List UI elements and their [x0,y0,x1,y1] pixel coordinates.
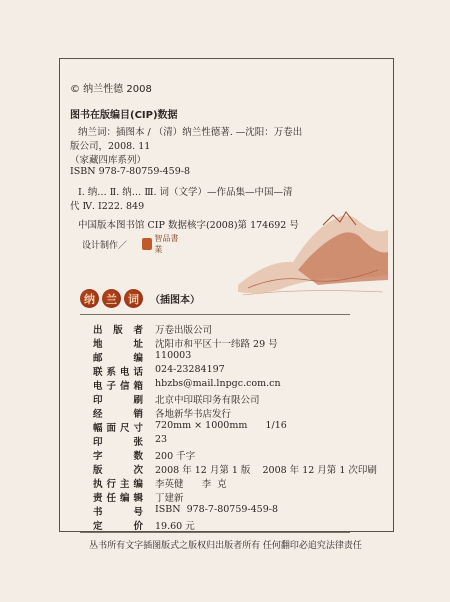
divider-top [80,314,350,315]
publication-row [93,518,195,532]
row-value: 北京中印联印务有限公司 [155,395,260,406]
row-label: 版次 [93,465,143,476]
row-value: 各地新华书店发行 [155,409,232,420]
row-value: 万卷出版公司 [155,325,213,336]
row-label: 书号 [93,507,143,518]
publication-row [93,392,260,406]
cip-line: 中国版本图书馆 CIP 数据核字(2008)第 174692 号 [78,220,299,231]
row-value: 2008 年 12 月第 1 版 2008 年 12 月第 1 次印刷 [155,465,377,476]
mountain-landscape-illustration [238,200,388,300]
publication-row [93,476,227,490]
cip-line: 版公司，2008. 11 [70,141,151,152]
logo-mark-icon [142,238,152,250]
publication-row [93,462,377,476]
row-value: 720mm × 1000mm 1/16 [155,420,287,431]
seal-character: 兰 [102,289,121,308]
publication-row [93,364,225,378]
copyright-line: © 纳兰性德 2008 [70,84,152,95]
publication-row [93,322,212,336]
cip-line: 纳兰词：插图本 / （清）纳兰性德著. —沈阳：万卷出 [78,127,303,138]
design-label: 设计制作／ [82,241,128,251]
row-label: 出版者 [93,325,143,336]
cip-line: ISBN 978-7-80759-459-8 [70,166,190,177]
title-subtitle: （插图本） [150,295,200,306]
row-label: 印张 [93,437,143,448]
publication-row [93,434,167,448]
copyright-notice: 丛书所有文字插图版式之版权归出版者所有 任何翻印必追究法律责任 [89,541,362,551]
publication-row [93,350,191,364]
design-studio-logo [142,236,182,252]
row-value: 23 [155,434,168,445]
row-value: 李英健 李 克 [155,479,227,490]
row-value: 沈阳市和平区十一纬路 29 号 [155,339,278,350]
row-label: 责任编辑 [93,493,143,504]
row-value: ISBN 978-7-80759-459-8 [155,504,279,515]
publication-row [93,490,184,504]
row-label: 邮编 [93,353,143,364]
row-label: 印刷 [93,395,143,406]
row-value: 024-23284197 [155,364,225,375]
publication-row [93,504,278,518]
publication-row [93,448,195,462]
row-value: 19.60 元 [155,521,195,532]
cip-heading: 图书在版编目(CIP)数据 [70,110,178,121]
cip-line: （家藏四库系列） [70,155,147,166]
row-value: 110003 [155,350,192,361]
row-label: 执行主编 [93,479,143,490]
seal-character: 词 [124,289,143,308]
row-label: 地址 [93,339,143,350]
logo-text: 智品書業 [154,234,179,254]
cip-line: Ⅰ. 纳… Ⅱ. 纳… Ⅲ. 词（文学）—作品集—中国—清 [78,187,293,198]
cip-line: 代 Ⅳ. I222. 849 [70,201,145,212]
row-value: 200 千字 [155,451,196,462]
row-label: 字数 [93,451,143,462]
row-value: hbzbs@mail.lnpgc.com.cn [155,378,281,389]
row-label: 经销 [93,409,143,420]
publication-row [93,378,281,392]
row-label: 联系电话 [93,367,143,378]
divider-bottom [80,532,350,533]
publication-row [93,420,287,434]
row-label: 幅面尺寸 [93,423,143,434]
row-label: 电子信箱 [93,381,143,392]
row-label: 定价 [93,521,143,532]
seal-character: 纳 [80,289,99,308]
book-title-seal [80,289,200,308]
publication-row [93,406,231,420]
publication-row [93,336,278,350]
row-value: 丁建新 [155,493,184,504]
